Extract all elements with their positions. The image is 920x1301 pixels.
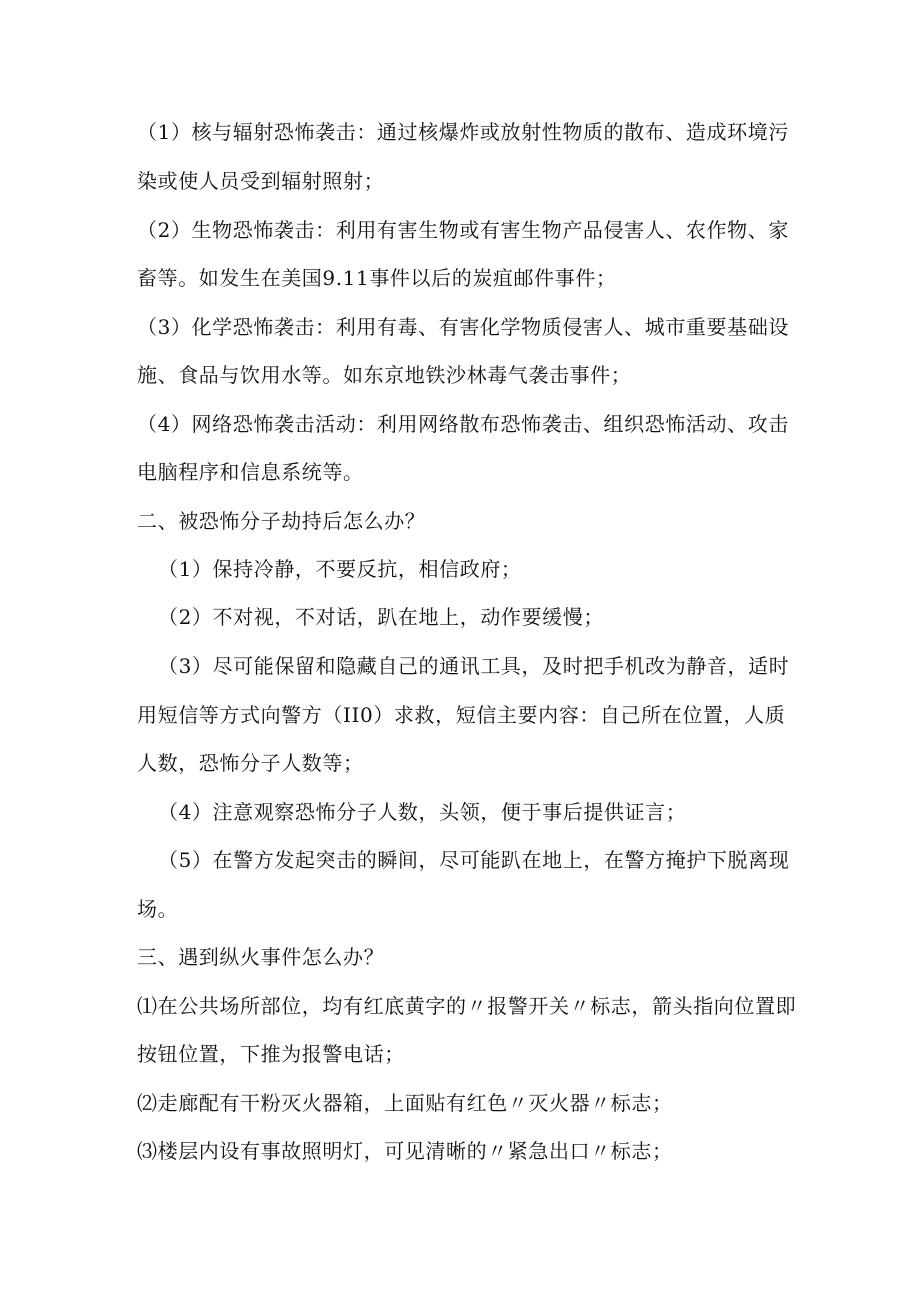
hostage-item-3-line-1: （3）尽可能保留和隐藏自己的通讯工具，及时把手机改为静音，适时 bbox=[158, 654, 790, 678]
paragraph-3-line-1: （3）化学恐怖袭击：利用有毒、有害化学物质侵害人、城市重要基础设 bbox=[137, 315, 789, 339]
paragraph-1-line-2: 染或使人员受到辐射照射； bbox=[137, 169, 385, 193]
fire-item-2: ⑵走廊配有干粉灭火器箱，上面贴有红色〃灭火器〃标志； bbox=[137, 1091, 673, 1115]
hostage-item-3-line-3: 人数，恐怖分子人数等； bbox=[137, 751, 364, 775]
paragraph-2-line-2: 畜等。如发生在美国9.11事件以后的炭疽邮件事件； bbox=[137, 266, 617, 290]
fire-item-1-line-2: 按钮位置，下推为报警电话； bbox=[137, 1042, 405, 1066]
paragraph-1-line-1: （1）核与辐射恐怖袭击：通过核爆炸或放射性物质的散布、造成环境污 bbox=[137, 120, 789, 144]
paragraph-4-line-1: （4）网络恐怖袭击活动：利用网络散布恐怖袭击、组织恐怖活动、攻击 bbox=[137, 412, 789, 436]
paragraph-4-line-2: 电脑程序和信息系统等。 bbox=[137, 460, 364, 484]
fire-item-3: ⑶楼层内设有事故照明灯，可见清晰的〃紧急出口〃标志； bbox=[137, 1139, 673, 1163]
hostage-item-3-line-2: 用短信等方式向警方（II0）求救，短信主要内容：自己所在位置，人质 bbox=[137, 703, 786, 727]
hostage-item-5-line-1: （5）在警方发起突击的瞬间，尽可能趴在地上，在警方掩护下脱离现 bbox=[158, 848, 790, 872]
paragraph-2-line-1: （2）生物恐怖袭击：利用有害生物或有害生物产品侵害人、农作物、家 bbox=[137, 218, 789, 242]
section-heading-3: 三、遇到纵火事件怎么办？ bbox=[137, 945, 385, 969]
hostage-item-4: （4）注意观察恐怖分子人数，头领，便于事后提供证言； bbox=[158, 800, 687, 824]
section-heading-2: 二、被恐怖分子劫持后怎么办？ bbox=[137, 509, 426, 533]
hostage-item-5-line-2: 场。 bbox=[137, 897, 179, 921]
fire-item-1-line-1: ⑴在公共场所部位，均有红底黄字的〃报警开关〃标志，箭头指向位置即 bbox=[137, 994, 797, 1018]
hostage-item-2: （2）不对视，不对话，趴在地上，动作要缓慢； bbox=[158, 605, 604, 629]
paragraph-3-line-2: 施、食品与饮用水等。如东京地铁沙林毒气袭击事件； bbox=[137, 363, 632, 387]
hostage-item-1: （1）保持冷静，不要反抗，相信政府； bbox=[158, 557, 522, 581]
